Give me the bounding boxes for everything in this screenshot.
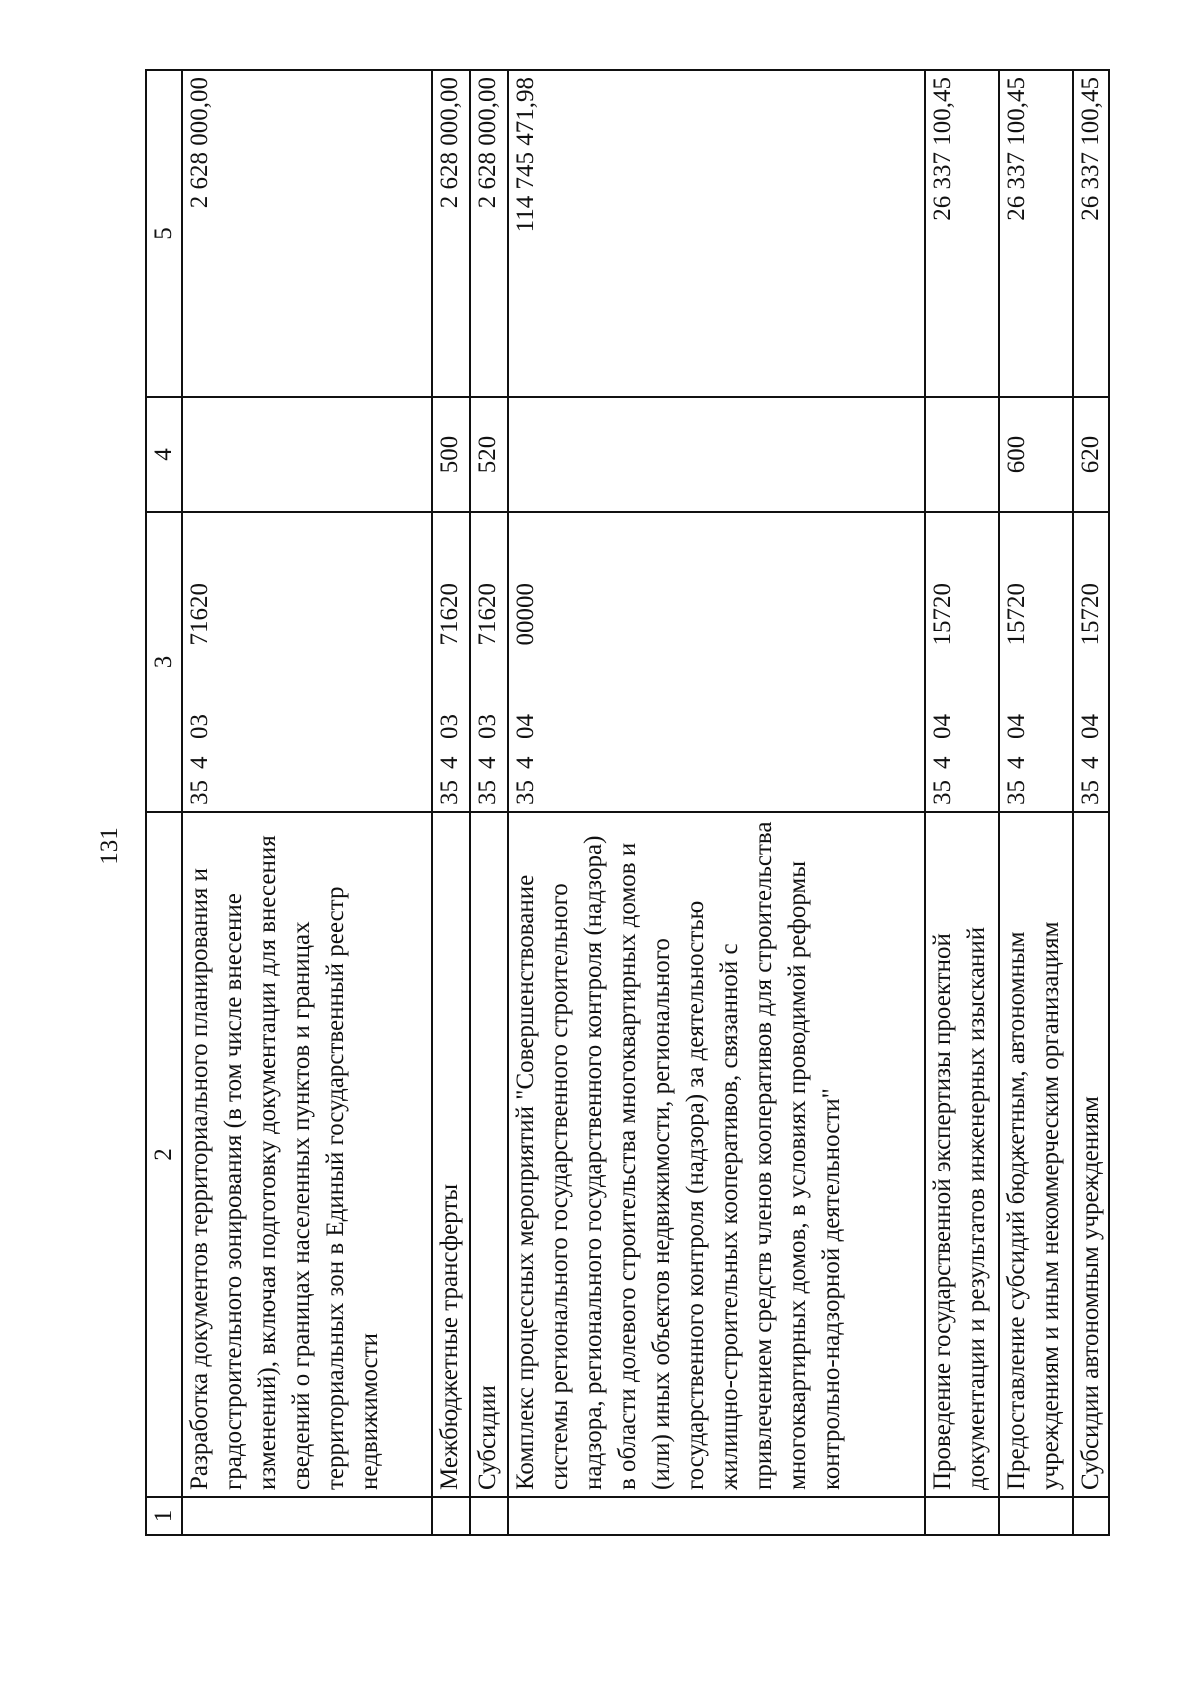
code-subprogram: 4 [1003,756,1030,769]
table-row [925,70,999,1535]
code-group: 03 [436,714,463,739]
rotated-table-wrapper [145,71,1104,1536]
row-name-cell: Межбюджетные трансферты [432,812,470,1497]
row-code-cell [470,512,508,812]
table-row [432,70,470,1535]
header-cell: 5 [146,70,182,397]
code-direction: 00000 [512,583,539,646]
code-subprogram: 4 [474,756,501,769]
code-program: 35 [1003,780,1030,805]
row-type-cell [508,397,925,512]
row-code-cell [1073,512,1109,812]
row-type-cell: 520 [470,397,508,512]
row-number-cell [925,1497,999,1535]
code-program: 35 [929,780,956,805]
row-code-cell [182,512,432,812]
row-amount-cell: 2 628 000,00 [182,70,432,397]
code-group: 03 [186,714,213,739]
code-group: 04 [929,714,956,739]
row-amount-cell: 2 628 000,00 [470,70,508,397]
code-program: 35 [474,780,501,805]
code-subprogram: 4 [1077,756,1104,769]
row-type-cell: 620 [1073,397,1109,512]
table-row [182,70,432,1535]
row-name-cell: Субсидии автономным учреждениям [1073,812,1109,1497]
code-subprogram: 4 [929,756,956,769]
code-program: 35 [1077,780,1104,805]
row-number-cell [182,1497,432,1535]
header-cell: 3 [146,512,182,812]
code-subprogram: 4 [512,756,539,769]
budget-table [145,69,1110,1536]
header-cell: 1 [146,1497,182,1535]
code-direction: 71620 [474,583,501,646]
page-number: 131 [96,827,123,865]
row-amount-cell: 26 337 100,45 [925,70,999,397]
row-name-cell: Предоставление субсидий бюджетным, автономным учреждениям и иным некоммерческим организациям [999,812,1073,1497]
row-code-cell [432,512,470,812]
code-group: 04 [1077,714,1104,739]
row-code-cell [999,512,1073,812]
row-amount-cell: 114 745 471,98 [508,70,925,397]
row-number-cell [508,1497,925,1535]
code-subprogram: 4 [186,756,213,769]
row-number-cell [432,1497,470,1535]
table-row [999,70,1073,1535]
code-program: 35 [186,780,213,805]
row-name-cell: Разработка документов территориального планирования и градостроительного зонирования (в том числе внесение изменений), включая подготовку документации для внесения сведений о границах населенных пунктов и границах территориальных зон в Единый государственный реестр недвижимости [182,812,432,1497]
row-number-cell [1073,1497,1109,1535]
code-direction: 71620 [436,583,463,646]
row-type-cell: 600 [999,397,1073,512]
row-amount-cell: 26 337 100,45 [1073,70,1109,397]
row-code-cell [508,512,925,812]
code-subprogram: 4 [436,756,463,769]
code-group: 04 [1003,714,1030,739]
table-row [508,70,925,1535]
code-direction: 15720 [1077,583,1104,646]
row-name-cell: Комплекс процессных мероприятий "Совершенствование системы регионального государственного строительного надзора, регионального государственного контроля (надзора) в области долевого строительства многоквартирных домов и (или) иных объектов недвижимости, регионального государственного контроля (надзора) за деятельностью жилищно-строительных кооперативов, связанной с привлечением средств членов кооперативов для строительства многоквартирных домов, в условиях проводимой реформы контрольно-надзорной деятельности" [508,812,925,1497]
table-row [470,70,508,1535]
code-direction: 71620 [186,583,213,646]
row-amount-cell: 26 337 100,45 [999,70,1073,397]
row-type-cell: 500 [432,397,470,512]
row-amount-cell: 2 628 000,00 [432,70,470,397]
code-group: 04 [512,714,539,739]
row-type-cell [925,397,999,512]
row-type-cell [182,397,432,512]
code-direction: 15720 [929,583,956,646]
row-number-cell [999,1497,1073,1535]
code-direction: 15720 [1003,583,1030,646]
row-name-cell: Субсидии [470,812,508,1497]
table-row [1073,70,1109,1535]
row-name-cell: Проведение государственной экспертизы проектной документации и результатов инженерных изысканий [925,812,999,1497]
code-program: 35 [512,780,539,805]
row-code-cell [925,512,999,812]
header-cell: 2 [146,812,182,1497]
header-cell: 4 [146,397,182,512]
table-header-row [146,70,182,1535]
code-group: 03 [474,714,501,739]
row-number-cell [470,1497,508,1535]
code-program: 35 [436,780,463,805]
